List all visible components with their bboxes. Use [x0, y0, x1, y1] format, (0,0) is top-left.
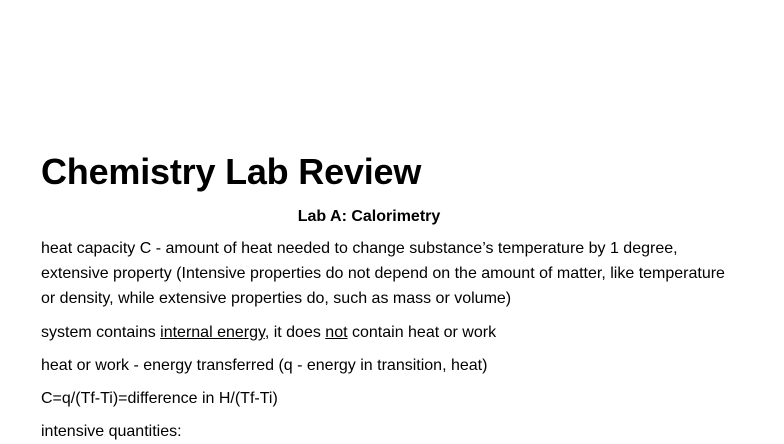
- document-page: [41, 0, 741, 441]
- system-text-2: , it does: [264, 324, 326, 341]
- paragraph-heat-or-work: heat or work - energy transferred (q - energy in transition, heat): [41, 357, 488, 374]
- paragraph-system: [41, 320, 741, 345]
- section-heading: Lab A: Calorimetry: [297, 208, 441, 225]
- paragraph-formula: C=q/(Tf-Ti)=difference in H/(Tf-Ti): [41, 390, 278, 407]
- document-title: Chemistry Lab Review: [41, 151, 422, 192]
- system-text-3: contain heat or work: [347, 324, 497, 341]
- internal-energy-underlined: internal energy: [160, 324, 265, 341]
- paragraph-heat-capacity: heat capacity C - amount of heat needed to change substance’s temperature by 1 degree, extensive property (Intensive properties do not depend on the amount of matter, like temperature or density, while extensive properties do, such as mass or volume): [41, 240, 725, 307]
- system-text-1: system contains: [41, 324, 161, 341]
- paragraph-intensive-quantities: intensive quantities:: [41, 423, 182, 440]
- not-underlined: not: [325, 324, 348, 341]
